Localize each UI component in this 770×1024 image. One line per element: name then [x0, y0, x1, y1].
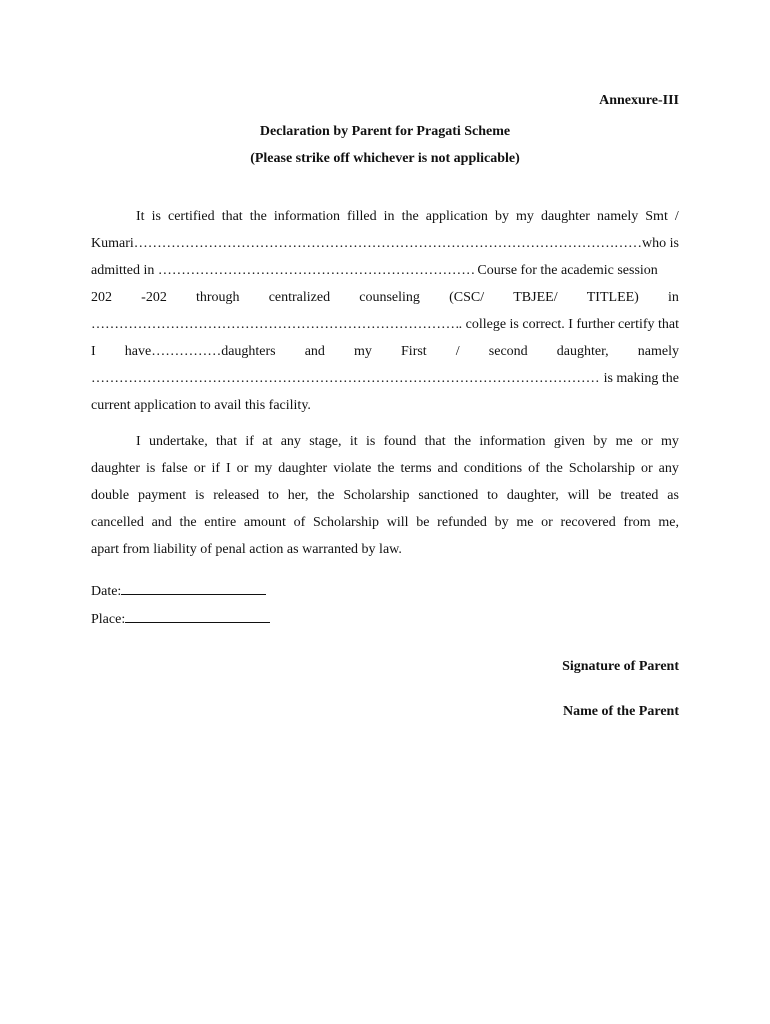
is-making-text: is making the: [600, 371, 679, 386]
word: and: [151, 515, 172, 530]
word: if: [211, 461, 220, 476]
signature-of-parent-label: Signature of Parent: [562, 659, 679, 674]
word: amount: [243, 515, 286, 530]
word: First: [401, 344, 427, 359]
word: the: [317, 488, 335, 503]
word: and: [304, 344, 325, 359]
place-label: Place:: [91, 612, 126, 627]
word: recovered: [560, 515, 616, 530]
word: TITLEE): [586, 290, 639, 305]
word: be: [598, 488, 612, 503]
word: information: [479, 434, 546, 449]
word: that: [221, 209, 243, 224]
word: will: [386, 515, 409, 530]
word: or: [641, 461, 653, 476]
word: namely: [637, 344, 679, 359]
word: the: [179, 515, 197, 530]
word: is: [365, 434, 376, 449]
word: of: [528, 461, 540, 476]
word: It: [136, 209, 145, 224]
word: in: [668, 290, 679, 305]
course-blank: [158, 257, 474, 284]
word: me: [615, 434, 633, 449]
para1-line-7: [91, 365, 679, 392]
undertaking-paragraph: [91, 428, 679, 563]
word: I: [91, 344, 96, 359]
word: is: [145, 461, 156, 476]
para1-line-6: [91, 338, 679, 365]
word: certified: [168, 209, 215, 224]
word: terms: [400, 461, 432, 476]
word: my: [254, 461, 273, 476]
word: by: [494, 515, 509, 530]
word: Scholarship: [568, 461, 635, 476]
annexure-label: Annexure-III: [599, 93, 679, 108]
date-field: [91, 580, 266, 600]
word: cancelled: [91, 515, 144, 530]
word: will: [567, 488, 590, 503]
word: centralized: [268, 290, 331, 305]
word: is: [151, 209, 161, 224]
word: the: [249, 209, 267, 224]
word: refunded: [437, 515, 487, 530]
word: is: [195, 488, 205, 503]
para1-line-8: current application to avail this facility.: [91, 398, 311, 413]
para1-line-2: [91, 230, 679, 257]
place-blank: [125, 608, 270, 623]
word: given: [553, 434, 585, 449]
word: found: [383, 434, 417, 449]
word: 202: [91, 290, 112, 305]
word: I: [226, 461, 231, 476]
admitted-in-label: admitted in: [91, 263, 158, 278]
word: any: [658, 461, 679, 476]
para2-line-3: [91, 482, 679, 509]
word: at: [262, 434, 273, 449]
word: the: [453, 434, 472, 449]
college-correct-text: . college is correct. I further certify that: [458, 317, 679, 332]
word: Smt: [645, 209, 668, 224]
word: by: [494, 209, 509, 224]
word: (CSC/: [449, 290, 485, 305]
word: stage,: [309, 434, 342, 449]
word: application: [425, 209, 488, 224]
word: the: [401, 209, 419, 224]
para2-line-4: [91, 509, 679, 536]
word: or: [541, 515, 553, 530]
date-label: Date:: [91, 584, 122, 599]
word: the: [545, 461, 563, 476]
name-of-parent-label: Name of the Parent: [563, 704, 679, 719]
word: it: [349, 434, 358, 449]
word: my: [661, 434, 679, 449]
word: me,: [658, 515, 679, 530]
word: or: [641, 434, 653, 449]
college-blank: [91, 311, 459, 338]
word: TBJEE/: [513, 290, 558, 305]
word: daughter,: [556, 344, 609, 359]
word: -202: [141, 290, 167, 305]
word: filled: [347, 209, 377, 224]
certification-paragraph: [91, 203, 679, 419]
word: conditions: [463, 461, 523, 476]
word: in: [383, 209, 395, 224]
word: namely: [597, 209, 639, 224]
word: second: [488, 344, 528, 359]
date-blank: [121, 580, 266, 595]
word: me: [516, 515, 534, 530]
word: violate: [333, 461, 372, 476]
word: to: [267, 488, 279, 503]
word: sanctioned: [418, 488, 479, 503]
para2-line-5: apart from liability of penal action as warranted by law.: [91, 542, 402, 557]
para1-line-5: [91, 311, 679, 338]
word: counseling: [359, 290, 420, 305]
word: the: [377, 461, 395, 476]
kumari-label: Kumari: [91, 236, 134, 251]
word: Scholarship: [312, 515, 380, 530]
para1-line-4: [91, 284, 679, 311]
word: or: [193, 461, 206, 476]
word: as: [667, 488, 679, 503]
place-field: [91, 608, 270, 628]
word: my: [516, 209, 534, 224]
word: treated: [620, 488, 659, 503]
second-daughter-name-blank: [91, 365, 600, 392]
word: daughter,: [506, 488, 559, 503]
para1-line-1: [91, 203, 679, 230]
word: /: [674, 209, 679, 224]
word: /: [455, 344, 460, 359]
word: that: [424, 434, 446, 449]
word: I: [136, 434, 141, 449]
word: daughter: [91, 461, 140, 476]
word: entire: [204, 515, 237, 530]
word: my: [354, 344, 372, 359]
word: released: [213, 488, 260, 503]
word: and: [437, 461, 458, 476]
word: through: [195, 290, 240, 305]
word: daughter: [278, 461, 328, 476]
word: by: [593, 434, 608, 449]
word: double: [91, 488, 130, 503]
word: undertake,: [149, 434, 208, 449]
word: that: [216, 434, 238, 449]
word: of: [293, 515, 306, 530]
word: or: [236, 461, 249, 476]
word: information: [273, 209, 340, 224]
who-is-text: ……who is: [614, 236, 679, 251]
word: daughter: [540, 209, 590, 224]
word: have……………daughters: [124, 344, 276, 359]
word: if: [245, 434, 254, 449]
document-subtitle: (Please strike off whichever is not applicable): [250, 151, 520, 166]
word: her,: [287, 488, 309, 503]
word: any: [280, 434, 301, 449]
word: be: [416, 515, 430, 530]
word: to: [487, 488, 498, 503]
course-session-text: Course for the academic session: [473, 263, 658, 278]
para2-line-2: [91, 455, 679, 482]
document-title: Declaration by Parent for Pragati Scheme: [259, 124, 511, 139]
word: payment: [137, 488, 187, 503]
word: Scholarship: [343, 488, 410, 503]
word: from: [623, 515, 651, 530]
para1-line-3: [91, 257, 679, 284]
word: false: [161, 461, 188, 476]
daughter-name-blank: [134, 230, 614, 257]
para2-line-1: [91, 428, 679, 455]
